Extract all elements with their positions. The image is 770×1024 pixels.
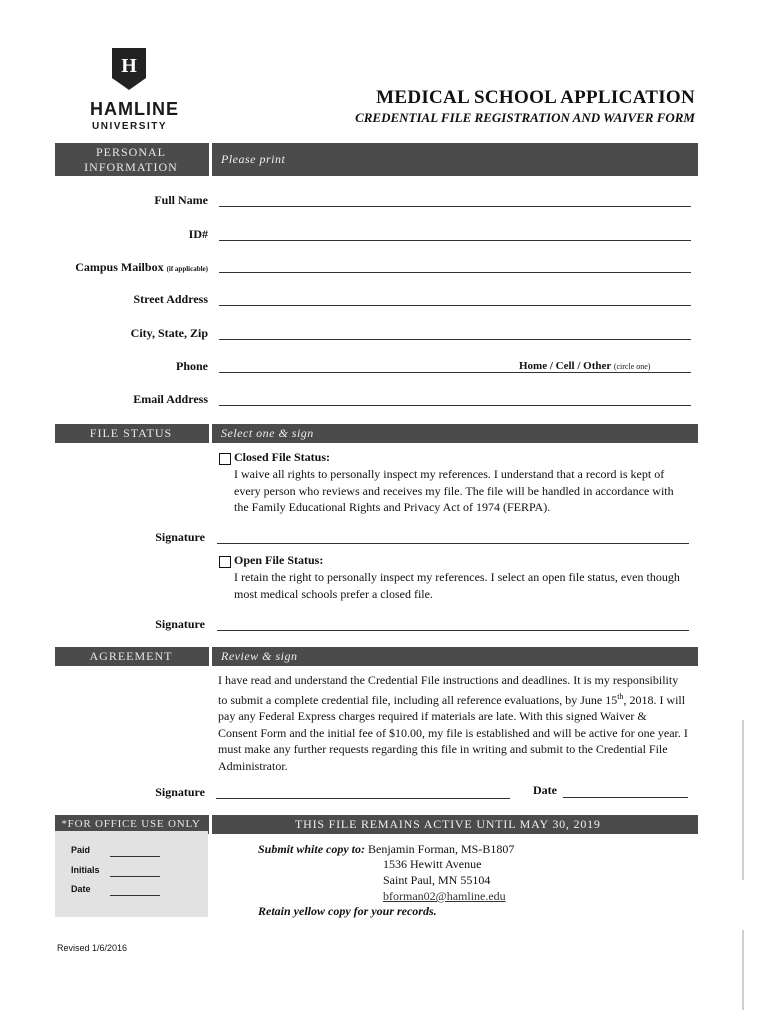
office-use-heading: *FOR OFFICE USE ONLY (61, 818, 201, 830)
bar-divider (209, 815, 212, 834)
agreement-text-part1: I have read and understand the Credential File instructions and deadlines. It is my responsibility to submit a complete credential file, including all reference evaluations, by June 15 (218, 673, 679, 707)
file-status-bar (55, 424, 698, 443)
personal-heading-line2: INFORMATION (84, 160, 178, 174)
logo-name: HAMLINE (90, 99, 179, 119)
retain-copy-note: Retain yellow copy for your records. (258, 904, 437, 918)
open-file-text: I retain the right to personally inspect my references. I select an open file status, even though most medical schools prefer a closed file. (234, 570, 680, 601)
form-subtitle: CREDENTIAL FILE REGISTRATION AND WAIVER FORM (355, 110, 695, 125)
office-paid-field[interactable] (110, 856, 160, 857)
closed-file-text: I waive all rights to personally inspect my references. I understand that a record is kept of every person who reviews and receives my file. The file will be handled in accordance with the Family Educational Rights and Privacy Act of 1974 (FERPA). (234, 467, 674, 514)
submit-street: 1536 Hewitt Avenue (383, 857, 482, 871)
open-signature-label: Signature (155, 617, 205, 631)
office-initials-field[interactable] (110, 876, 160, 877)
personal-info-heading (55, 143, 207, 178)
submit-label: Submit white copy to: (258, 842, 366, 856)
agreement-signature-label: Signature (155, 785, 205, 799)
scan-edge-mark (742, 720, 744, 880)
agreement-instruction: Review & sign (221, 649, 298, 663)
bar-divider (209, 424, 212, 443)
campus-mailbox-label-text: Campus Mailbox (75, 260, 164, 274)
phone-label: Phone (175, 359, 208, 373)
city-state-zip-field[interactable] (219, 339, 691, 340)
id-field[interactable] (219, 240, 691, 241)
submit-city: Saint Paul, MN 55104 (383, 873, 491, 887)
file-status-instruction: Select one & sign (221, 426, 314, 440)
agreement-text-sup: th (617, 691, 624, 701)
submit-instructions (258, 841, 514, 857)
hamline-shield-logo (112, 48, 146, 90)
closed-file-title: Closed File Status: (234, 450, 330, 464)
campus-mailbox-field[interactable] (219, 272, 691, 273)
agreement-date-field[interactable] (563, 797, 688, 798)
phone-type-hint: (circle one) (613, 362, 651, 371)
phone-type-options: Home / Cell / Other (519, 360, 612, 372)
agreement-text (218, 672, 688, 774)
personal-info-bar (55, 143, 698, 176)
full-name-field[interactable] (219, 206, 691, 207)
office-date-field[interactable] (110, 895, 160, 896)
street-address-label: Street Address (133, 292, 208, 306)
form-title: MEDICAL SCHOOL APPLICATION (376, 87, 695, 108)
agreement-bar (55, 647, 698, 666)
bar-divider (209, 143, 212, 176)
submit-recipient: Benjamin Forman, MS-B1807 (368, 842, 515, 856)
open-file-checkbox[interactable] (219, 556, 231, 568)
closed-file-checkbox[interactable] (219, 453, 231, 465)
personal-info-instruction: Please print (221, 152, 286, 166)
revision-date: Revised 1/6/2016 (57, 943, 128, 953)
office-paid-label: Paid (71, 845, 91, 855)
logo-subname: UNIVERSITY (92, 121, 168, 132)
open-signature-field[interactable] (217, 630, 689, 631)
agreement-signature-field[interactable] (216, 798, 510, 799)
campus-mailbox-label (75, 260, 208, 275)
closed-signature-label: Signature (155, 530, 205, 544)
agreement-date-label: Date (533, 783, 557, 797)
personal-heading-line1: PERSONAL (95, 145, 166, 159)
email-address-field[interactable] (219, 405, 691, 406)
closed-signature-field[interactable] (217, 543, 689, 544)
file-active-until: THIS FILE REMAINS ACTIVE UNTIL MAY 30, 2019 (295, 817, 601, 831)
office-date-label: Date (71, 884, 91, 894)
street-address-field[interactable] (219, 305, 691, 306)
id-label: ID# (188, 227, 208, 241)
open-file-title: Open File Status: (234, 553, 324, 567)
scan-edge-mark (742, 930, 744, 1010)
file-status-heading: FILE STATUS (89, 426, 173, 440)
full-name-label: Full Name (154, 193, 208, 207)
submit-email-link[interactable]: bforman02@hamline.edu (383, 889, 506, 903)
phone-type-note (519, 360, 650, 372)
email-address-label: Email Address (133, 392, 208, 406)
logo-letter: H (121, 55, 137, 77)
phone-field[interactable] (219, 372, 691, 373)
office-initials-label: Initials (71, 865, 100, 875)
office-use-box (55, 831, 208, 917)
campus-mailbox-note: (if applicable) (166, 265, 208, 273)
city-state-zip-label: City, State, Zip (130, 326, 208, 340)
agreement-text-part2: , 2018. I will pay any Federal Express charges required if materials are late. With this signed Waiver & Consent Form and the initial fee of $10.00, my file is established and will be active for one year. I must make any further requests regarding this file in writing and submit to the Credential File Administrator. (218, 692, 688, 773)
bar-divider (209, 647, 212, 666)
agreement-heading: AGREEMENT (89, 649, 173, 663)
